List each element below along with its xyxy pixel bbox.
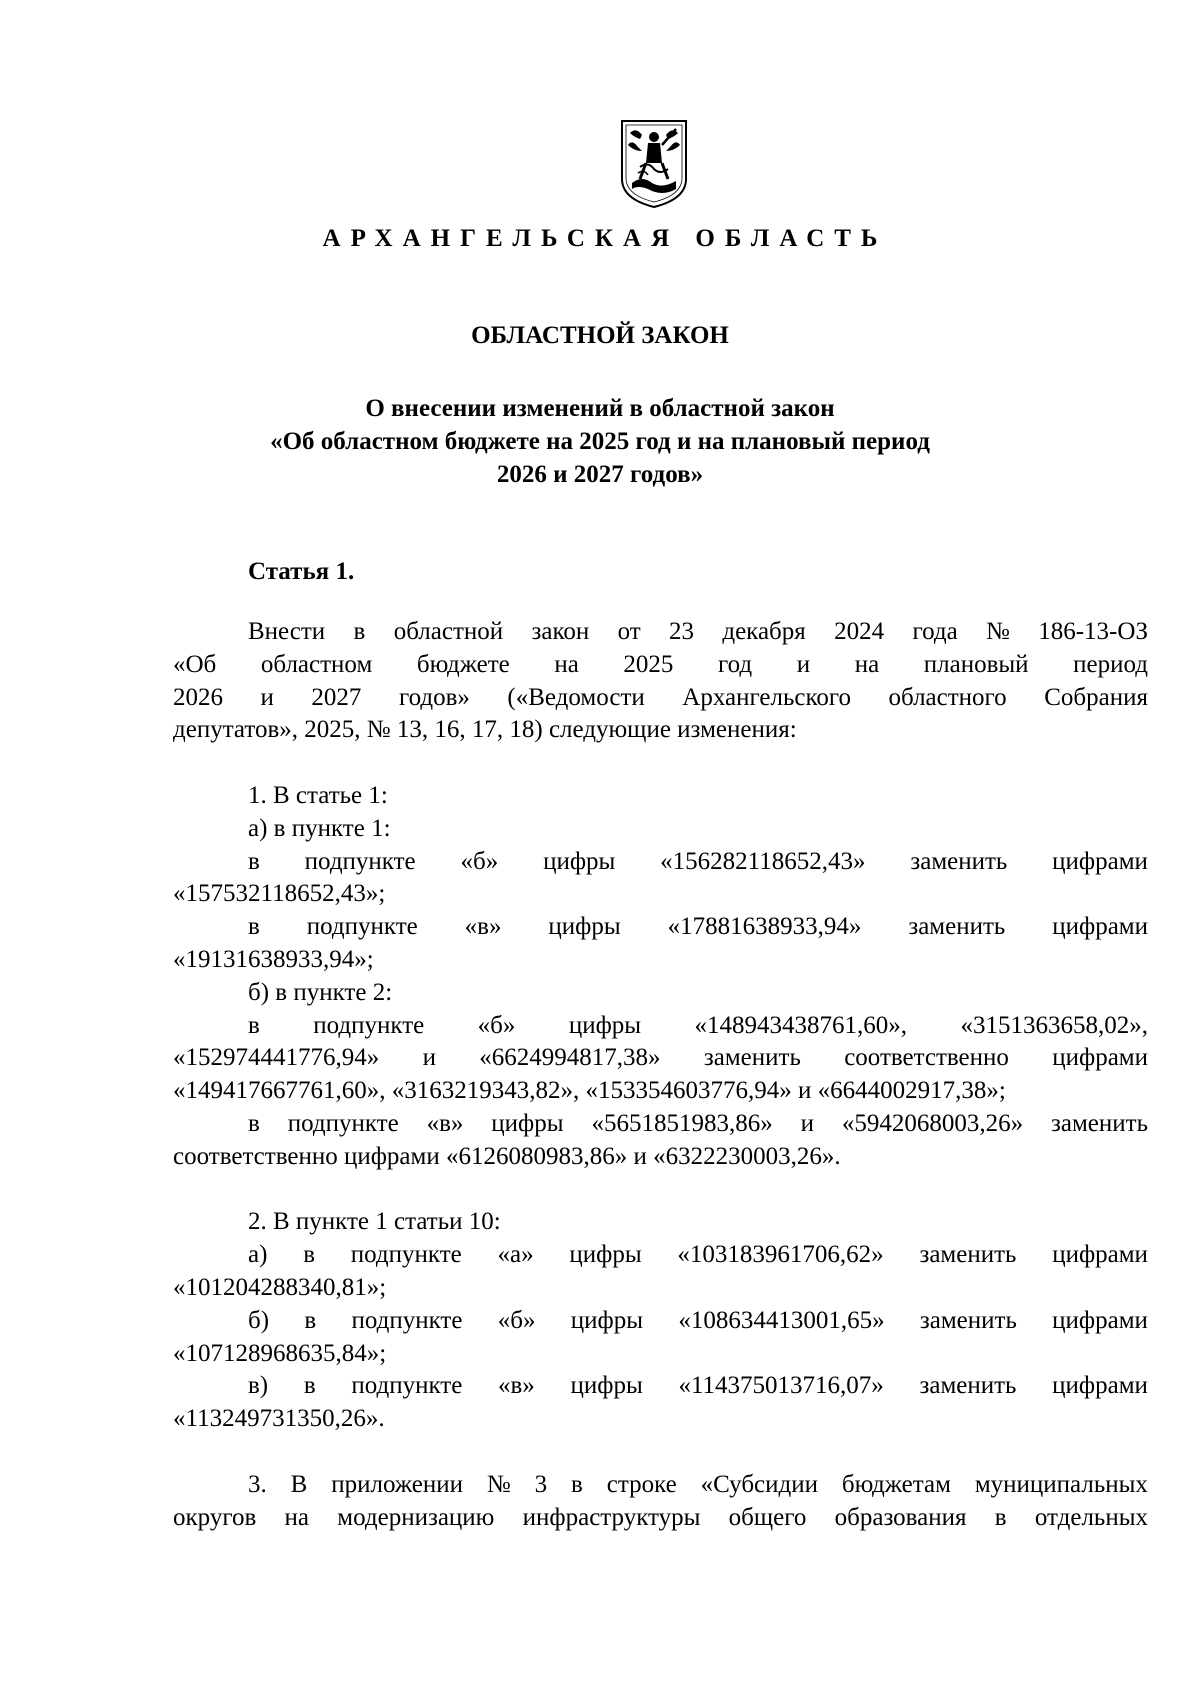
paragraph-line xyxy=(173,911,1148,944)
word: в xyxy=(248,1011,260,1039)
word: соответственно xyxy=(844,1044,1009,1072)
word: округов xyxy=(173,1503,257,1531)
paragraph-line xyxy=(173,1305,1148,1338)
word: подпункте xyxy=(351,1306,463,1334)
paragraph-line xyxy=(173,1502,1148,1535)
word: «5942068003,26» xyxy=(841,1109,1024,1137)
paragraph-line: «113249731350,26». xyxy=(173,1405,385,1433)
word: период xyxy=(1073,650,1148,678)
word: муниципальных xyxy=(974,1470,1148,1498)
word: 2027 xyxy=(311,683,362,711)
word: в xyxy=(248,847,260,875)
article-body xyxy=(173,616,1148,1534)
paragraph-line: «101204288340,81»; xyxy=(173,1273,387,1301)
word: «5651851983,86» xyxy=(591,1109,773,1137)
subitem-heading: б) в пункте 2: xyxy=(248,978,393,1006)
word: «108634413001,65» xyxy=(678,1306,885,1334)
word: «Об xyxy=(173,650,217,678)
word: заменить xyxy=(919,1372,1017,1400)
word: заменить xyxy=(919,1306,1017,1334)
word: цифрами xyxy=(1052,1044,1148,1072)
word: областной xyxy=(393,618,504,645)
word: года xyxy=(912,618,958,645)
word: и xyxy=(260,683,274,711)
word: подпункте xyxy=(351,1372,463,1400)
word: «148943438761,60», xyxy=(694,1011,908,1039)
word: «152974441776,94» xyxy=(173,1044,380,1072)
word: общего xyxy=(728,1503,807,1531)
paragraph-line xyxy=(173,682,1148,715)
word: цифры xyxy=(491,1109,564,1137)
word: Собрания xyxy=(1044,683,1148,711)
word: 3 xyxy=(534,1470,548,1498)
paragraph-line xyxy=(173,1108,1148,1141)
item-heading: 2. В пункте 1 статьи 10: xyxy=(248,1208,501,1236)
word: и xyxy=(422,1044,436,1072)
word: год xyxy=(718,650,753,678)
word: подпункте xyxy=(306,913,418,941)
word: строке xyxy=(606,1470,677,1498)
word: модернизацию xyxy=(337,1503,495,1531)
word: 3. xyxy=(248,1470,267,1498)
word: бюджете xyxy=(416,650,510,678)
word: подпункте xyxy=(313,1011,425,1039)
word: областного xyxy=(888,683,1007,711)
word: цифрами xyxy=(1052,1306,1148,1334)
word: цифры xyxy=(570,1306,644,1334)
word: цифры xyxy=(548,913,621,941)
word: «114375013716,07» xyxy=(678,1372,884,1400)
word: цифрами xyxy=(1052,1241,1148,1269)
word: инфраструктуры xyxy=(522,1503,701,1531)
word: «а» xyxy=(497,1241,534,1269)
paragraph-line: депутатов», 2025, № 13, 16, 17, 18) следующие изменения: xyxy=(173,716,797,744)
word: «Субсидии xyxy=(700,1470,818,1498)
word: подпункте xyxy=(350,1241,462,1269)
word: подпункте xyxy=(304,847,416,875)
word: бюджетам xyxy=(841,1470,951,1498)
word: 23 xyxy=(669,618,695,645)
word: Архангельского xyxy=(682,683,851,711)
word: годов» xyxy=(398,683,470,711)
word: «156282118652,43» xyxy=(660,847,866,875)
paragraph-line xyxy=(173,616,1148,649)
word: цифры xyxy=(570,1372,643,1400)
paragraph-line xyxy=(173,1469,1148,1502)
word: цифрами xyxy=(1052,847,1148,875)
paragraph-line xyxy=(173,649,1148,682)
word: от xyxy=(617,618,641,645)
word: в xyxy=(571,1470,583,1498)
word: в xyxy=(353,618,366,645)
word: заменить xyxy=(703,1044,801,1072)
word: на xyxy=(554,650,579,678)
word: «6624994817,38» xyxy=(479,1044,661,1072)
word: «в» xyxy=(498,1372,535,1400)
word: «17881638933,94» xyxy=(667,913,862,941)
coat-of-arms-emblem xyxy=(618,117,690,209)
word: 186-13-ОЗ xyxy=(1038,618,1148,645)
word: образования xyxy=(834,1503,967,1531)
word: «б» xyxy=(477,1011,516,1039)
word: декабря xyxy=(722,618,806,645)
word: приложении xyxy=(331,1470,464,1498)
word: «в» xyxy=(426,1109,464,1137)
word: на xyxy=(284,1503,310,1531)
title-line: 2026 и 2027 годов» xyxy=(496,461,704,488)
word: «3151363658,02», xyxy=(960,1011,1148,1039)
word: заменить xyxy=(908,913,1006,941)
word: в xyxy=(303,1372,316,1400)
word: цифры xyxy=(568,1011,642,1039)
paragraph-line xyxy=(173,1370,1148,1403)
title-line: О внесении изменений в областной закон xyxy=(365,395,835,422)
paragraph-line: «149417667761,60», «3163219343,82», «153354603776,94» и «6644002917,38»; xyxy=(173,1077,1006,1105)
word: 2024 xyxy=(834,618,885,645)
word: цифрами xyxy=(1052,913,1148,941)
word: и xyxy=(796,650,811,678)
paragraph-line xyxy=(173,1042,1148,1075)
word: в xyxy=(303,1241,315,1269)
subitem-heading: а) в пункте 1: xyxy=(248,814,391,842)
word: № xyxy=(486,1470,511,1498)
word: цифрами xyxy=(1052,1372,1148,1400)
paragraph-line: «107128968635,84»; xyxy=(173,1339,387,1367)
law-title xyxy=(0,392,1200,491)
word: в xyxy=(248,1109,260,1137)
word: а) xyxy=(248,1241,268,1269)
paragraph-line xyxy=(173,1239,1148,1272)
word: 2025 xyxy=(623,650,674,678)
word: «103183961706,62» xyxy=(677,1241,884,1269)
word: подпункте xyxy=(287,1109,399,1137)
word: № xyxy=(986,618,1010,645)
paragraph-line: соответственно цифрами «6126080983,86» и «6322230003,26». xyxy=(173,1142,841,1170)
document-type: ОБЛАСТНОЙ ЗАКОН xyxy=(471,322,729,349)
region-name: АРХАНГЕЛЬСКАЯ ОБЛАСТЬ xyxy=(322,225,888,252)
paragraph-line: «157532118652,43»; xyxy=(173,880,386,908)
word: и xyxy=(800,1109,814,1137)
word: в xyxy=(248,913,260,941)
word: заменить xyxy=(910,847,1008,875)
word: отдельных xyxy=(1034,1503,1148,1531)
word: «б» xyxy=(460,847,499,875)
word: «б» xyxy=(497,1306,536,1334)
word: плановый xyxy=(923,650,1029,678)
word: заменить xyxy=(1051,1109,1148,1137)
word: на xyxy=(854,650,880,678)
article-heading: Статья 1. xyxy=(248,558,355,585)
word: «в» xyxy=(464,913,502,941)
word: в) xyxy=(248,1372,269,1400)
paragraph-line xyxy=(173,1010,1148,1043)
paragraph-line xyxy=(173,846,1148,879)
paragraph-line: «19131638933,94»; xyxy=(173,945,374,973)
title-line: «Об областном бюджете на 2025 год и на плановый период xyxy=(270,428,930,455)
word: В xyxy=(290,1470,308,1498)
item-heading: 1. В статье 1: xyxy=(248,781,388,809)
word: в xyxy=(304,1306,317,1334)
word: 2026 xyxy=(173,683,223,711)
word: областном xyxy=(260,650,373,678)
word: в xyxy=(994,1503,1007,1531)
word: заменить xyxy=(919,1241,1017,1269)
word: цифры xyxy=(543,847,616,875)
word: Внести xyxy=(248,618,326,645)
word: («Ведомости xyxy=(507,683,645,711)
word: цифры xyxy=(569,1241,642,1269)
word: закон xyxy=(531,618,590,645)
word: б) xyxy=(248,1306,270,1334)
